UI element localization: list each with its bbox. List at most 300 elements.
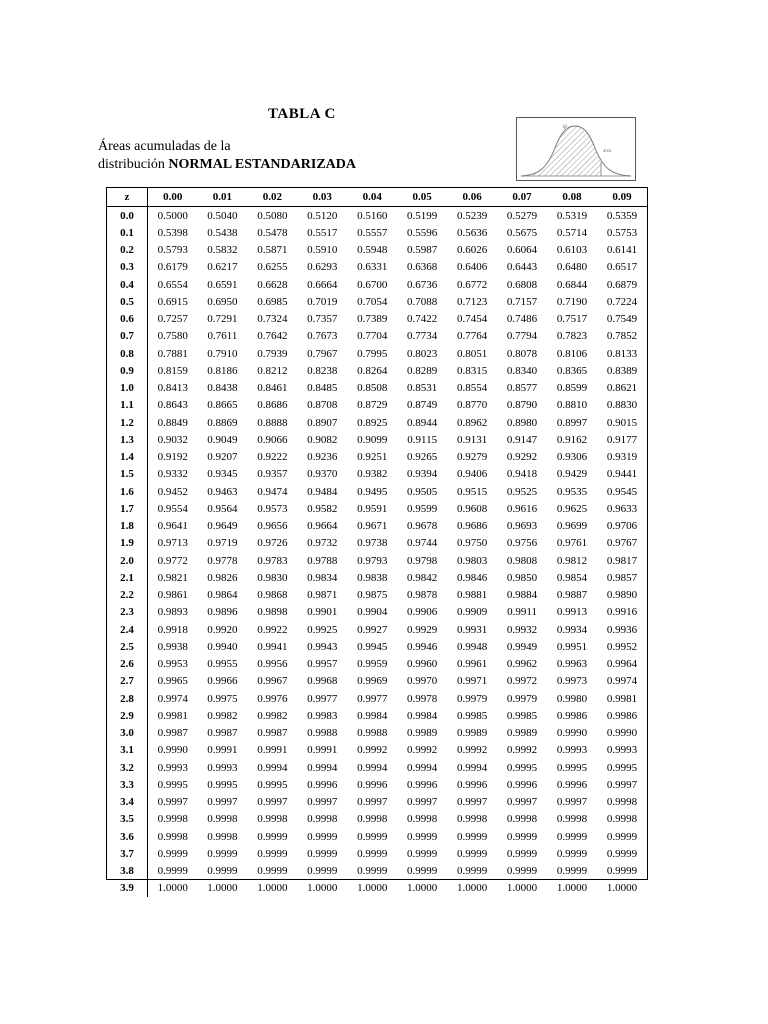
probability-cell: 0.9971	[456, 675, 488, 688]
probability-cell: 0.9972	[506, 675, 538, 688]
probability-cell: 0.9960	[407, 658, 438, 671]
probability-cell: 0.9236	[307, 451, 338, 464]
probability-cell: 0.9997	[257, 796, 288, 809]
probability-cell: 0.9857	[606, 571, 638, 584]
probability-cell: 0.9147	[506, 433, 538, 446]
probability-cell: 0.8708	[307, 399, 338, 412]
probability-cell: 0.9994	[456, 761, 488, 774]
table-row	[107, 828, 647, 845]
probability-cell: 0.9591	[357, 502, 388, 515]
table-row	[107, 673, 647, 690]
probability-cell: 0.8485	[307, 382, 338, 395]
probability-cell: 0.9999	[157, 847, 188, 860]
probability-cell: 0.9982	[207, 709, 238, 722]
probability-cell: 0.9920	[207, 623, 238, 636]
z-value-cell: 0.5	[107, 293, 148, 310]
probability-cell: 0.6844	[556, 278, 588, 291]
probability-cell: 0.9977	[357, 692, 388, 705]
probability-cell: 0.9868	[257, 589, 288, 602]
probability-cell: 0.5871	[257, 244, 288, 257]
probability-cell: 0.9993	[556, 744, 588, 757]
probability-cell: 0.9429	[556, 468, 588, 481]
probability-cell: 1.0000	[257, 882, 288, 895]
probability-cell: 0.9750	[456, 537, 488, 550]
probability-cell: 0.8997	[556, 416, 588, 429]
probability-cell: 0.5596	[407, 226, 438, 239]
table-row	[107, 207, 647, 225]
table-row	[107, 311, 647, 328]
probability-cell: 0.6141	[606, 244, 638, 257]
probability-cell: 0.9999	[456, 865, 488, 878]
probability-cell: 0.9732	[307, 537, 338, 550]
probability-cell: 0.5398	[157, 226, 188, 239]
probability-cell: 0.9999	[506, 865, 538, 878]
probability-cell: 0.9484	[307, 485, 338, 498]
probability-cell: 0.9991	[257, 744, 288, 757]
probability-cell: 0.8023	[407, 347, 438, 360]
probability-cell: 0.9966	[207, 675, 238, 688]
probability-cell: 0.5279	[506, 209, 538, 222]
probability-cell: 0.9738	[357, 537, 388, 550]
probability-cell: 0.9999	[307, 847, 338, 860]
probability-cell: 0.9998	[606, 813, 638, 826]
probability-cell: 0.9901	[307, 606, 338, 619]
probability-cell: 0.6664	[307, 278, 338, 291]
probability-cell: 0.9957	[307, 658, 338, 671]
probability-cell: 0.8212	[257, 364, 288, 377]
probability-cell: 0.9988	[357, 727, 388, 740]
probability-cell: 0.7995	[357, 347, 388, 360]
probability-cell: 0.9999	[257, 847, 288, 860]
area-label: área	[603, 149, 612, 154]
z-value-cell: 0.3	[107, 259, 148, 276]
probability-cell: 0.9925	[307, 623, 338, 636]
probability-cell: 0.9989	[506, 727, 538, 740]
probability-cell: 0.9699	[556, 520, 588, 533]
probability-cell: 0.7486	[506, 313, 538, 326]
probability-cell: 0.9968	[307, 675, 338, 688]
probability-cell: 0.9842	[407, 571, 438, 584]
z-value-cell: 1.8	[107, 518, 148, 535]
probability-cell: 0.9994	[257, 761, 288, 774]
probability-cell: 0.9382	[357, 468, 388, 481]
probability-cell: 0.5199	[407, 209, 438, 222]
z-value-cell: 1.2	[107, 414, 148, 431]
probability-cell: 0.9961	[456, 658, 488, 671]
table-row	[107, 535, 647, 552]
probability-cell: 0.9535	[556, 485, 588, 498]
probability-cell: 0.9990	[157, 744, 188, 757]
table-row	[107, 466, 647, 483]
table-row	[107, 794, 647, 811]
probability-cell: 0.9953	[157, 658, 188, 671]
probability-cell: 0.9793	[357, 554, 388, 567]
table-row	[107, 328, 647, 345]
probability-cell: 0.9948	[456, 640, 488, 653]
probability-cell: 0.9608	[456, 502, 488, 515]
probability-cell: 0.9983	[307, 709, 338, 722]
probability-cell: 0.8869	[207, 416, 238, 429]
probability-cell: 0.9641	[157, 520, 188, 533]
z-value-cell: 0.0	[107, 207, 148, 225]
table-row	[107, 587, 647, 604]
probability-cell: 0.9756	[506, 537, 538, 550]
probability-cell: 0.7190	[556, 295, 588, 308]
probability-cell: 0.6179	[157, 261, 188, 274]
probability-cell: 0.7324	[257, 313, 288, 326]
probability-cell: 0.9177	[606, 433, 638, 446]
probability-cell: 0.9955	[207, 658, 238, 671]
probability-cell: 0.9999	[357, 865, 388, 878]
table-row	[107, 259, 647, 276]
probability-cell: 0.9812	[556, 554, 588, 567]
probability-cell: 0.9999	[307, 830, 338, 843]
probability-cell: 0.9952	[606, 640, 638, 653]
probability-cell: 0.9719	[207, 537, 238, 550]
probability-cell: 0.6026	[456, 244, 488, 257]
probability-cell: 0.9995	[606, 761, 638, 774]
probability-cell: 0.8413	[157, 382, 188, 395]
z-value-cell: 2.6	[107, 656, 148, 673]
probability-cell: 0.9082	[307, 433, 338, 446]
probability-cell: 0.9998	[556, 813, 588, 826]
probability-cell: 0.5714	[556, 226, 588, 239]
z-value-cell: 3.1	[107, 742, 148, 759]
probability-cell: 0.7794	[506, 330, 538, 343]
probability-cell: 0.9838	[357, 571, 388, 584]
table-row	[107, 242, 647, 259]
probability-cell: 0.9974	[606, 675, 638, 688]
probability-cell: 0.5793	[157, 244, 188, 257]
probability-cell: 0.9998	[357, 813, 388, 826]
probability-cell: 0.9441	[606, 468, 638, 481]
probability-cell: 0.9997	[157, 796, 188, 809]
probability-cell: 1.0000	[307, 882, 338, 895]
probability-cell: 0.9999	[556, 830, 588, 843]
probability-cell: 0.8907	[307, 416, 338, 429]
probability-cell: 0.9726	[257, 537, 288, 550]
probability-cell: 1.0000	[157, 882, 188, 895]
probability-cell: 0.9893	[157, 606, 188, 619]
probability-cell: 0.9131	[456, 433, 488, 446]
probability-cell: 0.9066	[257, 433, 288, 446]
probability-cell: 0.9934	[556, 623, 588, 636]
probability-cell: 0.8340	[506, 364, 538, 377]
probability-cell: 0.8159	[157, 364, 188, 377]
probability-cell: 0.9982	[257, 709, 288, 722]
probability-cell: 0.9999	[556, 865, 588, 878]
probability-cell: 0.9995	[257, 778, 288, 791]
probability-cell: 0.9834	[307, 571, 338, 584]
probability-cell: 0.9861	[157, 589, 188, 602]
probability-cell: 0.7123	[456, 295, 488, 308]
probability-cell: 0.9988	[307, 727, 338, 740]
probability-cell: 0.9987	[257, 727, 288, 740]
probability-cell: 0.7517	[556, 313, 588, 326]
probability-cell: 0.9998	[407, 813, 438, 826]
probability-cell: 0.9992	[357, 744, 388, 757]
probability-cell: 0.5040	[207, 209, 238, 222]
probability-cell: 0.9649	[207, 520, 238, 533]
probability-cell: 0.9995	[157, 778, 188, 791]
probability-cell: 0.9996	[307, 778, 338, 791]
probability-cell: 0.9808	[506, 554, 538, 567]
probability-cell: 0.8980	[506, 416, 538, 429]
probability-cell: 0.9878	[407, 589, 438, 602]
probability-cell: 0.8888	[257, 416, 288, 429]
table-row	[107, 276, 647, 293]
probability-cell: 0.9993	[207, 761, 238, 774]
probability-cell: 0.9452	[157, 485, 188, 498]
probability-cell: 0.9998	[456, 813, 488, 826]
probability-cell: 0.9357	[257, 468, 288, 481]
page-title: TABLA C	[268, 106, 336, 122]
probability-cell: 0.9767	[606, 537, 638, 550]
z-value-cell: 2.2	[107, 587, 148, 604]
z-value-cell: 0.9	[107, 362, 148, 379]
z-value-cell: 1.0	[107, 380, 148, 397]
probability-cell: 0.9999	[207, 847, 238, 860]
probability-cell: 0.9999	[606, 830, 638, 843]
probability-cell: 0.9995	[207, 778, 238, 791]
probability-cell: 0.9956	[257, 658, 288, 671]
probability-cell: 0.9306	[556, 451, 588, 464]
probability-cell: 0.9998	[257, 813, 288, 826]
header-col-6: 0.05	[397, 188, 447, 207]
probability-cell: 0.6293	[307, 261, 338, 274]
probability-cell: 0.9999	[357, 830, 388, 843]
probability-cell: 0.9265	[407, 451, 438, 464]
probability-cell: 0.7257	[157, 313, 188, 326]
probability-cell: 0.7389	[357, 313, 388, 326]
probability-cell: 0.8051	[456, 347, 488, 360]
probability-cell: 0.9162	[556, 433, 588, 446]
probability-cell: 0.5000	[157, 209, 188, 222]
probability-cell: 0.9992	[407, 744, 438, 757]
probability-cell: 0.9713	[157, 537, 188, 550]
probability-cell: 0.9981	[606, 692, 638, 705]
table-row	[107, 638, 647, 655]
probability-cell: 0.9772	[157, 554, 188, 567]
table-row	[107, 690, 647, 707]
probability-cell: 1.0000	[207, 882, 238, 895]
probability-cell: 0.9099	[357, 433, 388, 446]
probability-cell: 0.9997	[456, 796, 488, 809]
probability-cell: 1.0000	[606, 882, 638, 895]
probability-cell: 0.9292	[506, 451, 538, 464]
probability-cell: 0.9932	[506, 623, 538, 636]
probability-cell: 0.9573	[257, 502, 288, 515]
header-col-9: 0.08	[547, 188, 597, 207]
table-row	[107, 552, 647, 569]
probability-cell: 0.9999	[606, 847, 638, 860]
probability-cell: 0.9995	[556, 761, 588, 774]
probability-cell: 0.5080	[257, 209, 288, 222]
probability-cell: 0.9783	[257, 554, 288, 567]
probability-cell: 0.9821	[157, 571, 188, 584]
table-row	[107, 759, 647, 776]
header-z: z	[107, 188, 148, 207]
probability-cell: 0.7454	[456, 313, 488, 326]
probability-cell: 0.9207	[207, 451, 238, 464]
probability-cell: 0.8238	[307, 364, 338, 377]
probability-cell: 0.9946	[407, 640, 438, 653]
probability-cell: 0.9678	[407, 520, 438, 533]
probability-cell: 0.8531	[407, 382, 438, 395]
table-row	[107, 845, 647, 862]
probability-cell: 0.9998	[157, 830, 188, 843]
probability-cell: 0.5239	[456, 209, 488, 222]
z-value-cell: 2.3	[107, 604, 148, 621]
probability-cell: 0.6772	[456, 278, 488, 291]
probability-cell: 0.9693	[506, 520, 538, 533]
probability-cell: 0.9999	[606, 865, 638, 878]
probability-cell: 0.9992	[506, 744, 538, 757]
probability-cell: 0.9999	[506, 830, 538, 843]
probability-cell: 0.8686	[257, 399, 288, 412]
probability-cell: 0.7704	[357, 330, 388, 343]
probability-cell: 0.9990	[556, 727, 588, 740]
probability-cell: 0.9998	[207, 830, 238, 843]
probability-cell: 0.8621	[606, 382, 638, 395]
probability-cell: 0.9904	[357, 606, 388, 619]
z-value-cell: 1.5	[107, 466, 148, 483]
probability-cell: 0.9984	[357, 709, 388, 722]
probability-cell: 0.9916	[606, 606, 638, 619]
probability-cell: 0.6517	[606, 261, 638, 274]
probability-cell: 0.9332	[157, 468, 188, 481]
probability-cell: 0.9599	[407, 502, 438, 515]
probability-cell: 0.9998	[606, 796, 638, 809]
probability-cell: 0.9979	[456, 692, 488, 705]
table-row	[107, 604, 647, 621]
z-value-cell: 1.3	[107, 431, 148, 448]
probability-cell: 0.7611	[207, 330, 238, 343]
probability-cell: 0.6879	[606, 278, 638, 291]
probability-cell: 0.9686	[456, 520, 488, 533]
header-col-4: 0.03	[297, 188, 347, 207]
probability-cell: 0.9525	[506, 485, 538, 498]
z-value-cell: 0.2	[107, 242, 148, 259]
header-col-7: 0.06	[447, 188, 497, 207]
table-row	[107, 621, 647, 638]
table-row	[107, 725, 647, 742]
probability-cell: 0.9967	[257, 675, 288, 688]
probability-cell: 0.9985	[456, 709, 488, 722]
probability-cell: 0.8577	[506, 382, 538, 395]
probability-cell: 0.9887	[556, 589, 588, 602]
table-row	[107, 569, 647, 586]
probability-cell: 0.8554	[456, 382, 488, 395]
probability-cell: 0.9998	[157, 813, 188, 826]
probability-cell: 0.9999	[157, 865, 188, 878]
probability-cell: 0.8925	[357, 416, 388, 429]
probability-cell: 0.9896	[207, 606, 238, 619]
probability-cell: 0.9999	[357, 847, 388, 860]
table-row	[107, 397, 647, 414]
table-row	[107, 483, 647, 500]
probability-cell: 0.9495	[357, 485, 388, 498]
probability-cell: 0.9798	[407, 554, 438, 567]
probability-cell: 0.9981	[157, 709, 188, 722]
probability-cell: 0.9945	[357, 640, 388, 653]
probability-cell: 0.7357	[307, 313, 338, 326]
table-row	[107, 518, 647, 535]
probability-cell: 0.9406	[456, 468, 488, 481]
probability-cell: 0.7967	[307, 347, 338, 360]
header-col-1: 0.00	[148, 188, 198, 207]
probability-cell: 0.9927	[357, 623, 388, 636]
probability-cell: 0.9997	[556, 796, 588, 809]
probability-cell: 0.5478	[257, 226, 288, 239]
z-value-cell: 0.6	[107, 311, 148, 328]
probability-cell: 0.9911	[507, 606, 537, 619]
probability-cell: 0.9951	[556, 640, 588, 653]
probability-cell: 0.5753	[606, 226, 638, 239]
z-value-cell: 2.9	[107, 707, 148, 724]
table-row	[107, 414, 647, 431]
probability-cell: 0.9997	[307, 796, 338, 809]
probability-cell: 0.9192	[157, 451, 188, 464]
probability-cell: 0.9999	[407, 865, 438, 878]
probability-cell: 0.6217	[207, 261, 238, 274]
probability-cell: 0.9319	[606, 451, 638, 464]
probability-cell: 0.9987	[207, 727, 238, 740]
probability-cell: 0.5517	[307, 226, 338, 239]
probability-cell: 0.9394	[407, 468, 438, 481]
probability-cell: 0.7224	[606, 295, 638, 308]
distribution-name: NORMAL ESTANDARIZADA	[168, 157, 356, 172]
probability-cell: 0.6985	[257, 295, 288, 308]
probability-cell: 0.7422	[407, 313, 438, 326]
probability-cell: 0.5557	[357, 226, 388, 239]
probability-cell: 0.9989	[407, 727, 438, 740]
z-value-cell: 0.7	[107, 328, 148, 345]
probability-cell: 0.8106	[556, 347, 588, 360]
table-row	[107, 345, 647, 362]
probability-cell: 0.7549	[606, 313, 638, 326]
probability-cell: 0.6700	[357, 278, 388, 291]
probability-cell: 0.9515	[456, 485, 488, 498]
probability-cell: 0.9875	[357, 589, 388, 602]
table-row	[107, 880, 647, 897]
probability-cell: 0.9418	[506, 468, 538, 481]
probability-cell: 0.8643	[157, 399, 188, 412]
table-row	[107, 449, 647, 466]
probability-cell: 0.9999	[257, 865, 288, 878]
probability-cell: 0.9973	[556, 675, 588, 688]
probability-cell: 0.9996	[506, 778, 538, 791]
header-col-3: 0.02	[247, 188, 297, 207]
probability-cell: 0.7088	[407, 295, 438, 308]
probability-cell: 0.5832	[207, 244, 238, 257]
shaded-area	[521, 126, 601, 176]
probability-cell: 0.9115	[407, 433, 438, 446]
probability-cell: 0.9974	[157, 692, 188, 705]
z-value-cell: 3.8	[107, 863, 148, 880]
probability-cell: 0.9744	[407, 537, 438, 550]
table-row	[107, 500, 647, 517]
probability-cell: 0.9996	[357, 778, 388, 791]
table-row	[107, 380, 647, 397]
probability-cell: 0.9931	[456, 623, 488, 636]
description-line-1: Áreas acumuladas de la	[98, 139, 231, 154]
table-row	[107, 707, 647, 724]
probability-cell: 0.5948	[357, 244, 388, 257]
probability-cell: 0.9032	[157, 433, 188, 446]
probability-cell: 0.8289	[407, 364, 438, 377]
probability-cell: 0.7580	[157, 330, 188, 343]
